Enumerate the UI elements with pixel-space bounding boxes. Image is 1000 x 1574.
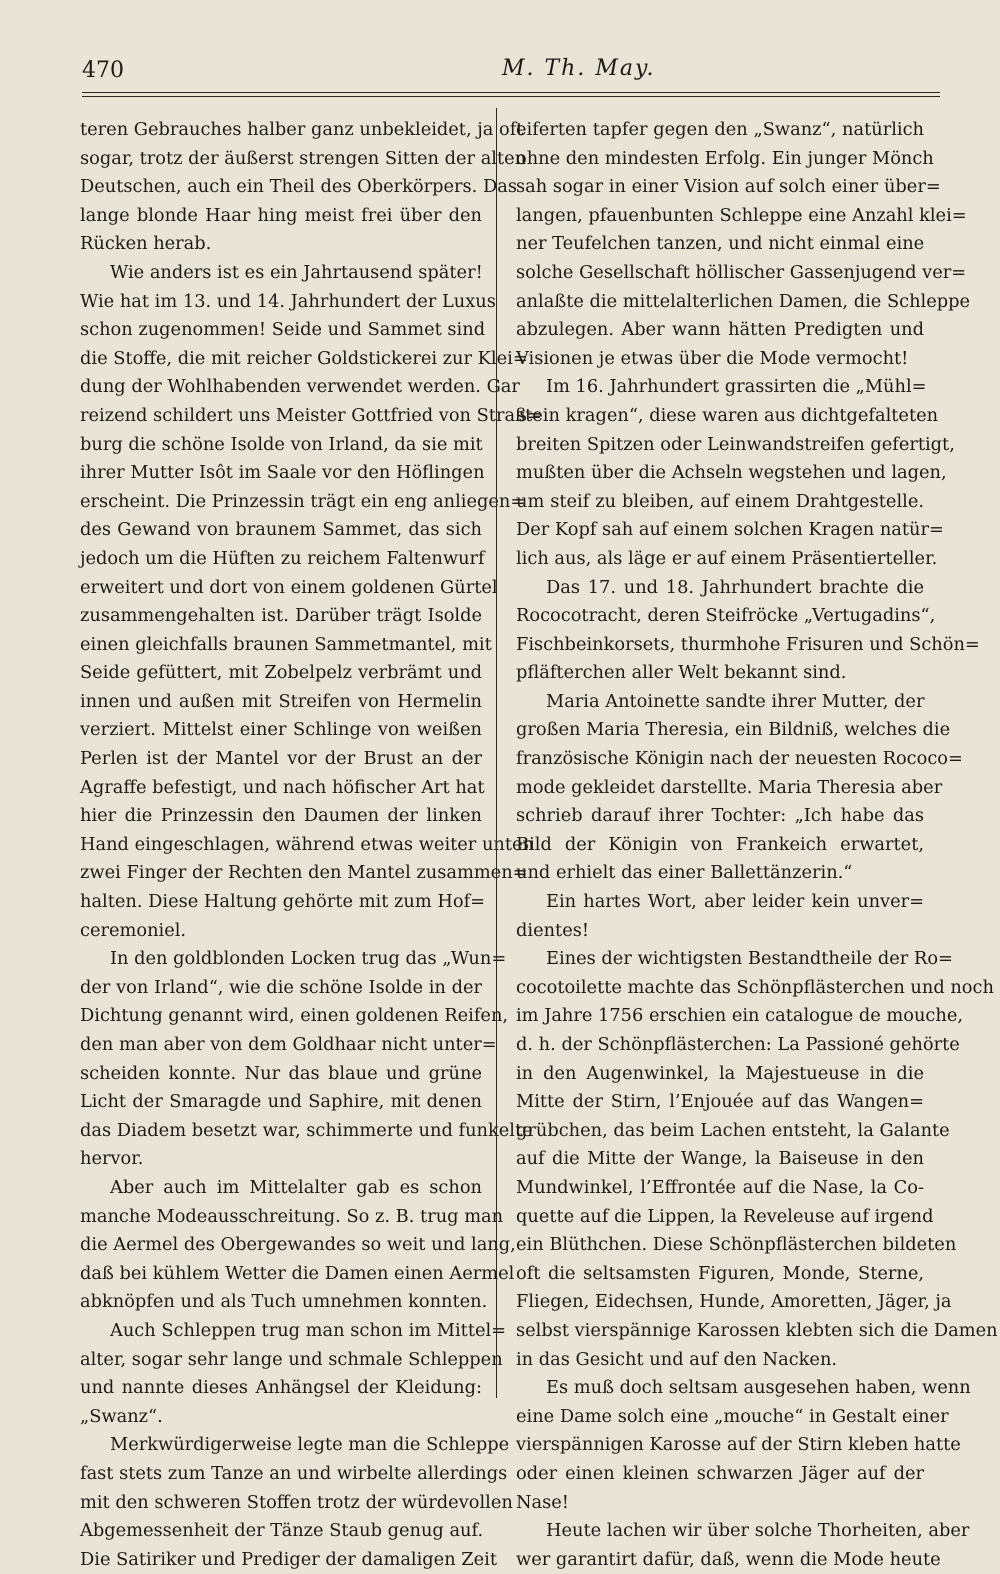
text-line: stein kragen“, diese waren aus dichtgefalteten bbox=[516, 404, 939, 426]
text-line: verziert. Mittelst einer Schlinge von weißen bbox=[80, 719, 482, 741]
text-line: sogar, trotz der äußerst strengen Sitten der alten bbox=[80, 147, 527, 169]
text-line: und erhielt das einer Ballettänzerin.“ bbox=[516, 862, 853, 884]
text-line: Visionen je etwas über die Mode vermocht! bbox=[516, 347, 909, 369]
text-line: oder einen kleinen schwarzen Jäger auf der bbox=[516, 1462, 924, 1484]
text-line: selbst vierspännige Karossen klebten sich die Damen bbox=[516, 1319, 998, 1341]
text-line: zwei Finger der Rechten den Mantel zusammen= bbox=[80, 862, 528, 884]
text-line: breiten Spitzen oder Leinwandstreifen gefertigt, bbox=[516, 433, 955, 455]
text-line: hier die Prinzessin den Daumen der linken bbox=[80, 805, 482, 827]
text-line: scheiden konnte. Nur das blaue und grüne bbox=[80, 1062, 482, 1084]
text-line: mit den schweren Stoffen trotz der würdevollen bbox=[80, 1491, 513, 1513]
text-line: anlaßte die mittelalterlichen Damen, die Schleppe bbox=[516, 290, 971, 312]
header-rule bbox=[82, 92, 940, 93]
text-line: „Swanz“. bbox=[80, 1405, 163, 1427]
text-line: ner Teufelchen tanzen, und nicht einmal eine bbox=[516, 233, 925, 255]
text-line: mußten über die Achseln wegstehen und lagen, bbox=[516, 462, 947, 484]
text-line: langen, pfauenbunten Schleppe eine Anzahl klei= bbox=[516, 204, 967, 226]
text-line: Im 16. Jahrhundert grassirten die „Mühl= bbox=[546, 376, 927, 398]
text-line: ihrer Mutter Isôt im Saale vor den Höflingen bbox=[80, 462, 485, 484]
text-line: ohne den mindesten Erfolg. Ein junger Mönch bbox=[516, 147, 934, 169]
text-line: fast stets zum Tanze an und wirbelte allerdings bbox=[80, 1462, 508, 1484]
text-line: manche Modeausschreitung. So z. B. trug man bbox=[80, 1205, 504, 1227]
text-line: halten. Diese Haltung gehörte mit zum Hof= bbox=[80, 891, 486, 913]
text-line: innen und außen mit Streifen von Hermelin bbox=[80, 690, 482, 712]
text-line: Fliegen, Eidechsen, Hunde, Amoretten, Jäger, ja bbox=[516, 1291, 952, 1313]
text-line: die Aermel des Obergewandes so weit und lang, bbox=[80, 1234, 516, 1256]
text-line: Seide gefüttert, mit Zobelpelz verbrämt und bbox=[80, 662, 482, 684]
text-line: und nannte dieses Anhängsel der Kleidung: bbox=[80, 1377, 482, 1399]
text-line: Agraffe befestigt, und nach höfischer Art hat bbox=[80, 776, 485, 798]
text-line: erscheint. Die Prinzessin trägt ein eng anliegen= bbox=[80, 490, 526, 512]
text-line: eiferten tapfer gegen den „Swanz“, natürlich bbox=[516, 119, 924, 140]
text-line: Wie anders ist es ein Jahrtausend später! bbox=[110, 261, 483, 283]
text-line: mode gekleidet darstellte. Maria Theresia aber bbox=[516, 776, 943, 798]
text-line: d. h. der Schönpflästerchen: La Passioné gehörte bbox=[516, 1034, 960, 1055]
text-line: einen gleichfalls braunen Sammetmantel, mit bbox=[80, 633, 492, 655]
text-line: Abgemessenheit der Tänze Staub genug auf. bbox=[80, 1520, 484, 1542]
text-line: um steif zu bleiben, auf einem Drahtgestelle. bbox=[516, 490, 924, 512]
text-line: Wie hat im 13. und 14. Jahrhundert der Luxus bbox=[80, 290, 496, 312]
text-line: erweitert und dort von einem goldenen Gürtel bbox=[80, 576, 498, 598]
text-line: burg die schöne Isolde von Irland, da sie mit bbox=[80, 433, 483, 455]
text-line: solche Gesellschaft höllischer Gassenjugend ver= bbox=[516, 261, 967, 283]
text-line: Es muß doch seltsam ausgesehen haben, wenn bbox=[546, 1377, 971, 1399]
text-line: abknöpfen und als Tuch umnehmen konnten. bbox=[80, 1291, 488, 1313]
text-line: in den Augenwinkel, la Majestueuse in die bbox=[516, 1062, 924, 1084]
text-line: des Gewand von braunem Sammet, das sich bbox=[80, 519, 482, 541]
text-line: Rücken herab. bbox=[80, 233, 212, 255]
text-line: quette auf die Lippen, la Reveleuse auf irgend bbox=[516, 1205, 934, 1227]
text-line: Mundwinkel, l’Effrontée auf die Nase, la Co- bbox=[516, 1176, 924, 1198]
header-rule-double bbox=[82, 96, 940, 97]
text-line: grübchen, das beim Lachen entsteht, la Galante bbox=[516, 1119, 950, 1141]
text-line: Bild der Königin von Frankeich erwartet, bbox=[516, 833, 924, 855]
text-line: die Stoffe, die mit reicher Goldstickerei zur Klei= bbox=[80, 347, 528, 369]
text-line: dung der Wohlhabenden verwendet werden. Gar bbox=[80, 376, 520, 398]
text-line: Deutschen, auch ein Theil des Oberkörpers. Das bbox=[80, 176, 517, 198]
text-line: oft die seltsamsten Figuren, Monde, Sterne, bbox=[516, 1262, 924, 1284]
text-line: wer garantirt dafür, daß, wenn die Mode heute bbox=[516, 1548, 941, 1570]
text-line: teren Gebrauches halber ganz unbekleidet, ja oft bbox=[80, 119, 524, 140]
text-line: Das 17. und 18. Jahrhundert brachte die bbox=[546, 576, 924, 598]
page-number: 470 bbox=[82, 58, 124, 83]
text-line: daß bei kühlem Wetter die Damen einen Aermel bbox=[80, 1262, 515, 1284]
text-line: den man aber von dem Goldhaar nicht unter= bbox=[80, 1034, 497, 1055]
text-line: Nase! bbox=[516, 1491, 569, 1513]
text-line: Aber auch im Mittelalter gab es schon bbox=[110, 1176, 482, 1198]
text-line: Licht der Smaragde und Saphire, mit denen bbox=[80, 1091, 482, 1113]
text-line: Hand eingeschlagen, während etwas weiter unten bbox=[80, 833, 534, 855]
text-line: großen Maria Theresia, ein Bildniß, welches die bbox=[516, 719, 951, 741]
running-head: M. Th. May. bbox=[502, 56, 656, 81]
text-line: Maria Antoinette sandte ihrer Mutter, der bbox=[546, 690, 925, 712]
text-line: Eines der wichtigsten Bestandtheile der Ro= bbox=[546, 948, 953, 970]
text-line: der von Irland“, wie die schöne Isolde in der bbox=[80, 976, 482, 998]
text-line: Dichtung genannt wird, einen goldenen Reifen, bbox=[80, 1005, 509, 1027]
text-line: sah sogar in einer Vision auf solch einer über= bbox=[516, 176, 941, 198]
text-line: Rococotracht, deren Steifröcke „Vertugadins“, bbox=[516, 605, 936, 627]
text-line: cocotoilette machte das Schönpflästerchen und noch bbox=[516, 976, 994, 998]
right-column bbox=[516, 116, 998, 1574]
text-line: jedoch um die Hüften zu reichem Faltenwurf bbox=[80, 547, 485, 569]
text-line: zusammengehalten ist. Darüber trägt Isolde bbox=[80, 605, 482, 627]
text-line: Der Kopf sah auf einem solchen Kragen natür= bbox=[516, 519, 944, 541]
text-line: französische Königin nach der neuesten Rococo= bbox=[516, 748, 963, 770]
text-line: lange blonde Haar hing meist frei über den bbox=[80, 204, 482, 226]
text-line: Ein hartes Wort, aber leider kein unver= bbox=[546, 891, 924, 913]
text-line: hervor. bbox=[80, 1148, 144, 1170]
text-line: eine Dame solch eine „mouche“ in Gestalt einer bbox=[516, 1405, 949, 1427]
text-line: Heute lachen wir über solche Thorheiten, aber bbox=[546, 1520, 970, 1542]
text-line: dientes! bbox=[516, 919, 589, 941]
text-line: pfläfterchen aller Welt bekannt sind. bbox=[516, 662, 847, 684]
page-header bbox=[82, 52, 940, 92]
text-line: In den goldblonden Locken trug das „Wun= bbox=[110, 948, 507, 970]
column-divider bbox=[496, 108, 497, 1398]
text-line: abzulegen. Aber wann hätten Predigten und bbox=[516, 319, 924, 341]
text-line: Auch Schleppen trug man schon im Mittel= bbox=[110, 1319, 507, 1341]
text-line: im Jahre 1756 erschien ein catalogue de mouche, bbox=[516, 1005, 964, 1027]
text-line: Merkwürdigerweise legte man die Schleppe bbox=[110, 1434, 510, 1456]
text-line: alter, sogar sehr lange und schmale Schleppen bbox=[80, 1348, 503, 1370]
left-column bbox=[80, 116, 542, 1574]
text-line: ein Blüthchen. Diese Schönpflästerchen bildeten bbox=[516, 1234, 957, 1256]
text-line: lich aus, als läge er auf einem Präsentierteller. bbox=[516, 547, 938, 569]
text-line: ceremoniel. bbox=[80, 919, 187, 941]
text-line: auf die Mitte der Wange, la Baiseuse in den bbox=[516, 1148, 924, 1170]
text-line: reizend schildert uns Meister Gottfried von Straß= bbox=[80, 404, 542, 426]
text-line: vierspännigen Karosse auf der Stirn kleben hatte bbox=[516, 1434, 961, 1456]
text-line: schon zugenommen! Seide und Sammet sind bbox=[80, 319, 486, 341]
text-line: Perlen ist der Mantel vor der Brust an der bbox=[80, 748, 482, 770]
text-line: schrieb darauf ihrer Tochter: „Ich habe das bbox=[516, 805, 924, 827]
text-line: in das Gesicht und auf den Nacken. bbox=[516, 1348, 838, 1370]
text-line: Fischbeinkorsets, thurmhohe Frisuren und Schön= bbox=[516, 633, 980, 655]
text-line: Mitte der Stirn, l’Enjouée auf das Wangen= bbox=[516, 1091, 924, 1113]
text-line: das Diadem besetzt war, schimmerte und funkelte bbox=[80, 1119, 533, 1141]
text-line: Die Satiriker und Prediger der damaligen Zeit bbox=[80, 1548, 498, 1570]
